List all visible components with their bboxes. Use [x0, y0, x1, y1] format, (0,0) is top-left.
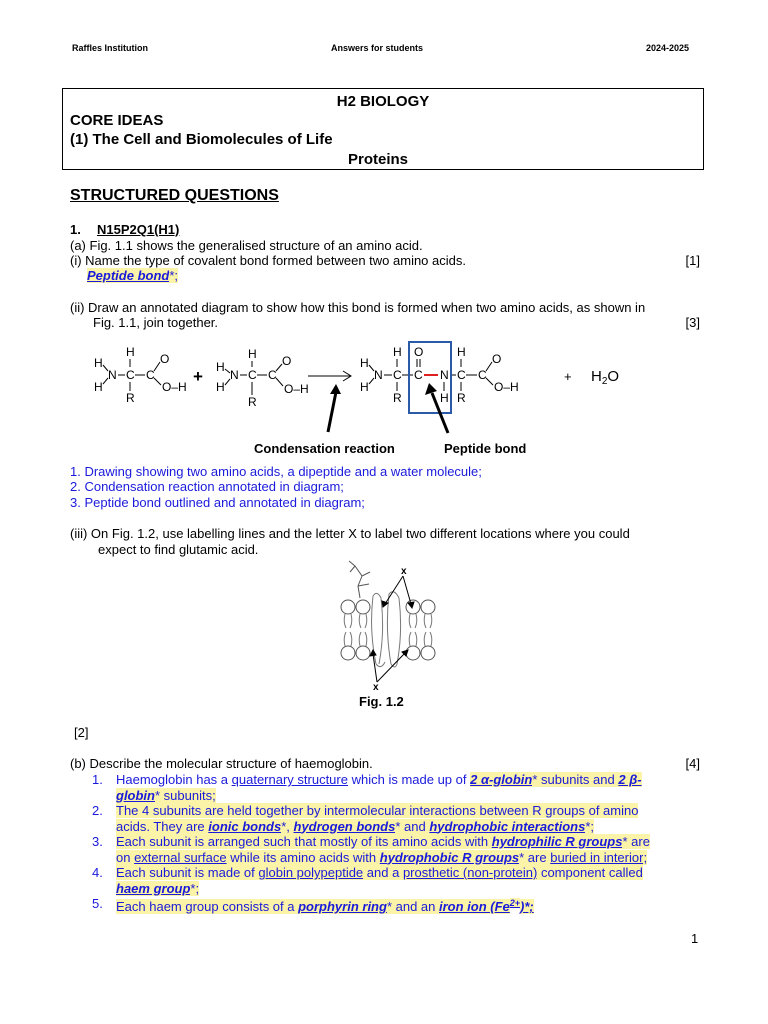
part-iii-line2: expect to find glutamic acid. — [98, 542, 259, 557]
part-i-marks: [1] — [685, 253, 700, 268]
list-item — [92, 865, 702, 896]
dp-r2: R — [457, 391, 466, 405]
part-b-marks: [4] — [685, 756, 700, 771]
list-item — [92, 803, 702, 834]
dp-h-alpha1: H — [393, 345, 402, 359]
list-item — [92, 772, 702, 803]
water-formula — [591, 368, 619, 387]
label-line — [403, 576, 411, 604]
dp-c-alpha1: C — [393, 368, 402, 382]
phospholipid-head — [341, 600, 355, 614]
dp-r1: R — [393, 391, 402, 405]
aa1-h-bottom: H — [94, 380, 103, 394]
dp-c-peptide: C — [414, 368, 423, 382]
key-term: 2 β- — [618, 772, 642, 787]
text: acids. They are — [116, 818, 209, 834]
text: Each haem group consists of a — [116, 899, 299, 915]
aa1-h-top: H — [94, 356, 103, 370]
bond — [486, 378, 493, 385]
part-i-text: (i) Name the type of covalent bond formed between two amino acids. — [70, 253, 466, 268]
bond — [154, 378, 161, 385]
figure-caption: Fig. 1.2 — [359, 694, 404, 709]
label-arrowhead — [382, 601, 388, 607]
page-number: 1 — [691, 931, 699, 946]
label-arrowhead — [370, 650, 376, 656]
label-line — [385, 576, 403, 604]
dp-n1: N — [374, 368, 383, 382]
aa2-oh: O–H — [284, 382, 309, 396]
dp-o: O — [492, 352, 502, 366]
key-term: porphyrin ring — [298, 899, 387, 915]
dp-o-peptide: O — [414, 345, 424, 359]
key-term: ionic bonds — [208, 818, 282, 834]
label-peptide-bond: Peptide bond — [444, 441, 527, 456]
phospholipid-head — [341, 646, 355, 660]
part-ii-row2 — [70, 315, 700, 331]
plus-sign: + — [193, 367, 203, 386]
glycan-chain — [349, 561, 362, 598]
condensation-arrow-head — [330, 384, 341, 394]
aa2-h-alpha: H — [248, 347, 257, 361]
answer-line: 3. Peptide bond outlined and annotated in diagram; — [70, 495, 365, 510]
phospholipid-head — [406, 646, 420, 660]
topic-title: Proteins — [348, 151, 409, 168]
list-number: 2. — [92, 803, 103, 818]
text: ; — [643, 849, 648, 865]
answer-suffix: *; — [169, 268, 179, 283]
dp-oh: O–H — [494, 380, 519, 394]
key-term: 2 α-globin — [470, 772, 533, 787]
dp-h-n2: H — [440, 391, 449, 405]
text: *, — [281, 818, 294, 834]
text: which is made up of — [347, 772, 471, 787]
water-h: H — [591, 368, 602, 385]
header-center: Answers for students — [331, 43, 424, 53]
glycan-branch — [358, 584, 369, 586]
list-item — [92, 896, 702, 915]
key-term: iron ion (Fe — [439, 899, 510, 915]
answer-line: 2. Condensation reaction annotated in diagram; — [70, 479, 344, 494]
dp-c-carboxyl: C — [478, 368, 487, 382]
key-term: hydrogen bonds — [293, 818, 396, 834]
dp-h-alpha2: H — [457, 345, 466, 359]
protein-helix — [397, 598, 401, 664]
answer-peptide-bond: Peptide bond — [87, 268, 170, 283]
aa2-r: R — [248, 395, 257, 409]
key-term: hydrophobic R groups — [379, 849, 520, 865]
question-code: N15P2Q1(H1) — [97, 222, 180, 237]
underlined-term: prosthetic (non-protein) — [402, 865, 538, 880]
figure-membrane-protein — [325, 558, 450, 693]
text: while its amino acids with — [226, 849, 380, 865]
part-ii-marks: [3] — [685, 315, 700, 330]
list-item — [92, 834, 702, 865]
aa1-h-alpha: H — [126, 345, 135, 359]
part-iii-marks: [2] — [74, 725, 89, 740]
label-x-bottom: x — [373, 682, 379, 693]
core-ideas-line: CORE IDEAS — [70, 112, 164, 129]
text: and a — [363, 865, 403, 880]
aa2-c-carboxyl: C — [268, 368, 277, 382]
aa2-h-bottom: H — [216, 380, 225, 394]
part-i-row — [70, 253, 700, 269]
phospholipid-head — [356, 646, 370, 660]
dp-h-top: H — [360, 356, 369, 370]
aa2-o: O — [282, 354, 292, 368]
part-a-text: (a) Fig. 1.1 shows the generalised structure of an amino acid. — [70, 238, 423, 253]
phospholipid-head — [356, 600, 370, 614]
underlined-term: buried in interior — [550, 849, 644, 865]
part-b-row — [70, 756, 700, 772]
aa2-c-alpha: C — [248, 368, 257, 382]
header-school: Raffles Institution — [72, 43, 148, 53]
text: * subunits and — [532, 772, 619, 787]
text: component called — [537, 865, 643, 880]
phospholipid-tails — [409, 632, 432, 646]
bond — [154, 362, 160, 371]
list-number: 3. — [92, 834, 103, 849]
phospholipid-tails — [344, 614, 367, 628]
protein-helix — [387, 594, 391, 664]
dp-n2: N — [440, 368, 449, 382]
text: Each subunit is arranged such that mostly of its amino acids with — [116, 834, 492, 849]
aa1-oh: O–H — [162, 380, 187, 394]
label-condensation: Condensation reaction — [254, 441, 395, 456]
plus-sign-2: + — [564, 369, 572, 384]
bond — [276, 378, 283, 386]
aa2-h-top: H — [216, 360, 225, 374]
peptide-arrow-head — [425, 383, 437, 395]
underlined-term: external surface — [134, 849, 227, 865]
aa1-n: N — [108, 368, 117, 382]
dp-h-bottom: H — [360, 380, 369, 394]
section-heading: STRUCTURED QUESTIONS — [70, 187, 279, 204]
subject-title: H2 BIOLOGY — [336, 93, 430, 110]
reaction-diagram — [80, 340, 640, 460]
aa1-c-alpha: C — [126, 368, 135, 382]
aa1-c-carboxyl: C — [146, 368, 155, 382]
text: Haemoglobin has a — [116, 772, 232, 787]
key-term: haem group — [116, 880, 191, 896]
part-iii-line1: (iii) On Fig. 1.2, use labelling lines and the letter X to label two different locations where you could — [70, 526, 630, 541]
text: on — [116, 849, 135, 865]
water-subscript: 2 — [601, 376, 608, 387]
aa1-o: O — [160, 352, 170, 366]
part-i-answer — [87, 268, 178, 284]
bond — [486, 362, 492, 371]
topic-line: (1) The Cell and Biomolecules of Life — [70, 131, 333, 148]
label-line — [377, 653, 405, 682]
title-box — [62, 88, 704, 170]
text: * and — [395, 818, 430, 834]
part-b-text: (b) Describe the molecular structure of haemoglobin. — [70, 756, 373, 771]
key-term: hydrophilic R groups — [491, 834, 623, 849]
key-term: )*; — [520, 899, 534, 915]
aa1-r: R — [126, 391, 135, 405]
list-number: 1. — [92, 772, 103, 787]
protein-helix — [379, 598, 383, 664]
text: Each subunit is made of — [116, 865, 259, 880]
part-ii-line2: Fig. 1.1, join together. — [93, 315, 219, 330]
label-x-top: x — [401, 566, 407, 577]
text: * are — [622, 834, 650, 849]
text: * subunits; — [155, 787, 216, 803]
text: The 4 subunits are held together by intermolecular interactions between R groups of amino — [116, 803, 639, 818]
water-o: O — [607, 368, 620, 385]
text: * and an — [386, 899, 439, 915]
part-ii-line1: (ii) Draw an annotated diagram to show how this bond is formed when two amino acids, as shown in — [70, 300, 646, 315]
aa2-n: N — [230, 368, 239, 382]
question-number: 1. — [70, 222, 81, 237]
dp-c-alpha2: C — [457, 368, 466, 382]
text: *; — [190, 880, 200, 896]
superscript: 2+ — [509, 898, 521, 908]
phospholipid-tails — [409, 614, 432, 628]
text: * are — [519, 849, 551, 865]
glycan-branch — [350, 566, 355, 572]
underlined-term: globin polypeptide — [258, 865, 364, 880]
underlined-term: quaternary structure — [231, 772, 348, 787]
phospholipid-head — [421, 600, 435, 614]
phospholipid-tails — [344, 632, 367, 646]
phospholipid-head — [421, 646, 435, 660]
condensation-arrow — [328, 392, 336, 432]
list-number: 4. — [92, 865, 103, 880]
bond — [225, 379, 230, 385]
haemoglobin-answer-list — [92, 772, 702, 915]
list-number: 5. — [92, 896, 103, 911]
key-term: globin — [116, 787, 155, 803]
answer-line: 1. Drawing showing two amino acids, a dipeptide and a water molecule; — [70, 464, 482, 479]
glycan-branch — [362, 572, 370, 576]
text: *; — [585, 818, 595, 834]
key-term: hydrophobic interactions — [429, 818, 586, 834]
header-year: 2024-2025 — [646, 43, 690, 53]
